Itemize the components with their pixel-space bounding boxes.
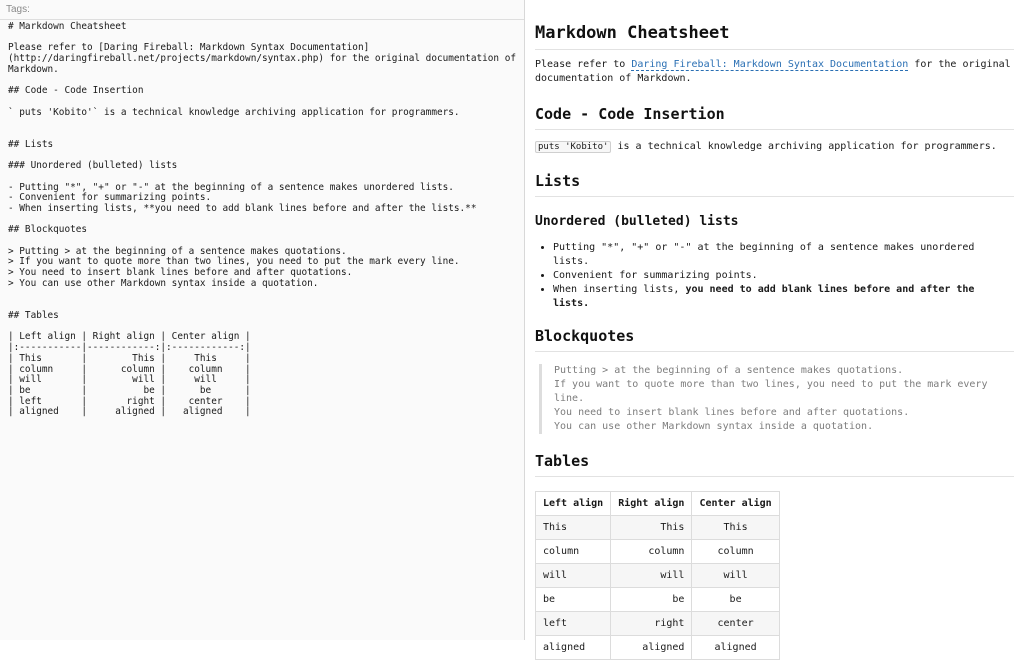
source-line: # Markdown Cheatsheet — [8, 21, 127, 32]
daring-fireball-link[interactable]: Daring Fireball: Markdown Syntax Documentation — [631, 59, 909, 70]
list-item: • Putting "*", "+" or "-" at the beginning of a sentence makes unordered lists. — [553, 241, 1014, 269]
source-line: ## Code - Code Insertion — [8, 85, 144, 97]
table-cell: right — [611, 612, 692, 636]
source-line: | will | will | will | — [8, 374, 251, 386]
blockquote — [539, 364, 1014, 434]
table-cell: aligned — [611, 636, 692, 660]
source-line: | be | be | be | — [8, 384, 251, 396]
table-header-cell: Center align — [692, 492, 779, 516]
markdown-source-text[interactable] — [8, 22, 518, 418]
table-cell: center — [692, 612, 779, 636]
table-cell: This — [536, 516, 611, 540]
source-line: - Putting "*", "+" or "-" at the beginning of a sentence makes unordered lists. — [8, 181, 454, 193]
table-cell: This — [611, 516, 692, 540]
tags-label: Tags: — [6, 4, 30, 15]
table-row — [536, 516, 780, 540]
table-cell: This — [692, 516, 779, 540]
table-header-cell: Right align — [611, 492, 692, 516]
source-line: - When inserting lists, **you need to add blank lines before and after the lists.** — [8, 202, 477, 214]
table-row — [536, 636, 780, 660]
table-cell: aligned — [692, 636, 779, 660]
table-header-row — [536, 492, 780, 516]
source-line: Markdown. — [8, 63, 59, 75]
source-line: > If you want to quote more than two lines, you need to put the mark every line. — [8, 256, 460, 268]
preview-title: Markdown Cheatsheet — [535, 23, 1014, 50]
markdown-editor-pane[interactable] — [0, 0, 525, 640]
blockquote-line: You can use other Markdown syntax inside a quotation. — [554, 421, 874, 432]
blockquote-line: Putting > at the beginning of a sentence makes quotations. — [554, 365, 904, 376]
unordered-lists-heading: Unordered (bulleted) lists — [535, 214, 739, 229]
table-row — [536, 564, 780, 588]
tables-heading: Tables — [535, 452, 1014, 477]
table-cell: be — [611, 588, 692, 612]
source-line: ` puts 'Kobito'` is a technical knowledge archiving application for programmers. — [8, 106, 460, 118]
source-line: - Convenient for summarizing points. — [8, 192, 212, 204]
table-row — [536, 612, 780, 636]
blockquotes-heading: Blockquotes — [535, 327, 1014, 352]
inline-code: puts 'Kobito' — [535, 141, 611, 153]
source-line: > You need to insert blank lines before and after quotations. — [8, 267, 353, 279]
source-line: ## Lists — [8, 138, 54, 150]
source-line: | column | column | column | — [8, 363, 251, 375]
table-cell: will — [692, 564, 779, 588]
source-line: ## Blockquotes — [8, 224, 88, 236]
source-line: |:-----------|------------:|:------------:| — [8, 342, 251, 354]
table-cell: column — [611, 540, 692, 564]
source-line: (http://daringfireball.net/projects/markdown/syntax.php) for the original documentation of — [8, 53, 516, 65]
source-line: ## Tables — [8, 309, 59, 321]
blockquote-line: If you want to quote more than two lines, you need to put the mark every line. — [554, 379, 988, 404]
source-line: | Left align | Right align | Center align | — [8, 331, 251, 343]
table-cell: column — [692, 540, 779, 564]
bulleted-list — [535, 241, 1014, 311]
table-cell: left — [536, 612, 611, 636]
source-line: > Putting > at the beginning of a sentence makes quotations. — [8, 245, 347, 257]
list-item: • Convenient for summarizing points. — [553, 269, 1014, 283]
table-row — [536, 588, 780, 612]
source-line: | aligned | aligned | aligned | — [8, 406, 251, 418]
tags-field[interactable] — [0, 0, 524, 20]
source-line: | left | right | center | — [8, 395, 251, 407]
code-section-heading: Code - Code Insertion — [535, 105, 1014, 130]
blockquote-line: You need to insert blank lines before and after quotations. — [554, 407, 910, 418]
list-item: • When inserting lists, you need to add blank lines before and after the lists. — [553, 283, 1014, 311]
source-line: | This | This | This | — [8, 352, 251, 364]
markdown-table — [535, 491, 780, 660]
intro-paragraph: Please refer to Daring Fireball: Markdown Syntax Documentation for the original documentation of Markdown. — [535, 59, 1011, 84]
table-header-cell: Left align — [536, 492, 611, 516]
code-paragraph: puts 'Kobito' is a technical knowledge archiving application for programmers. — [535, 140, 1014, 154]
table-cell: be — [536, 588, 611, 612]
table-row — [536, 540, 780, 564]
source-line: > You can use other Markdown syntax inside a quotation. — [8, 277, 319, 289]
source-line: ### Unordered (bulleted) lists — [8, 160, 178, 172]
table-cell: aligned — [536, 636, 611, 660]
lists-heading: Lists — [535, 172, 1014, 197]
table-cell: will — [536, 564, 611, 588]
table-cell: column — [536, 540, 611, 564]
table-cell: be — [692, 588, 779, 612]
preview-pane — [526, 0, 1024, 653]
table-cell: will — [611, 564, 692, 588]
source-line: Please refer to [Daring Fireball: Markdown Syntax Documentation] — [8, 42, 370, 54]
